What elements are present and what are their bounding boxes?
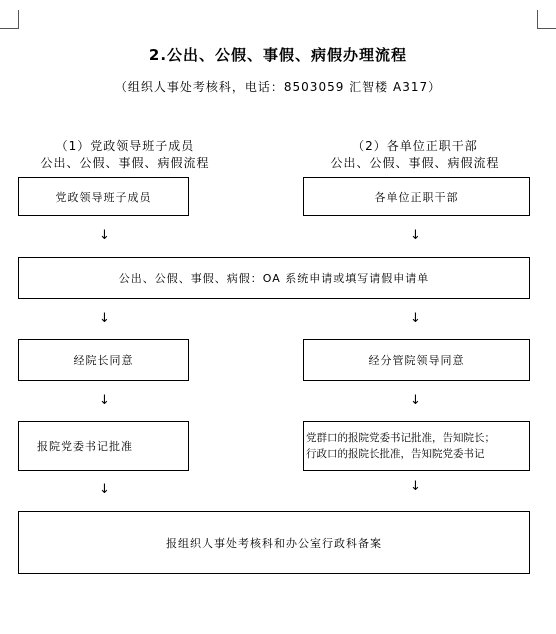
shared-filing-box: 报组织人事处考核科和办公室行政科备案 bbox=[18, 511, 530, 574]
left-column-heading bbox=[10, 138, 240, 172]
right-step-final-approval-box bbox=[303, 421, 530, 471]
arrow-down-icon: ↓ bbox=[410, 228, 421, 243]
page-corner-mark-left bbox=[0, 10, 19, 29]
arrow-down-icon: ↓ bbox=[410, 311, 421, 326]
right-step-applicant-box: 各单位正职干部 bbox=[303, 177, 530, 216]
left-step-applicant-box: 党政领导班子成员 bbox=[18, 177, 189, 216]
arrow-down-icon: ↓ bbox=[410, 393, 421, 408]
left-heading-line2: 公出、公假、事假、病假流程 bbox=[40, 156, 210, 170]
right-final-line2: 行政口的报院长批准，告知院党委书记 bbox=[306, 448, 485, 460]
right-heading-line1: （2）各单位正职干部 bbox=[352, 139, 478, 153]
left-step-approval-box: 经院长同意 bbox=[18, 339, 189, 381]
arrow-down-icon: ↓ bbox=[99, 393, 110, 408]
right-column-heading bbox=[295, 138, 535, 172]
right-heading-line2: 公出、公假、事假、病假流程 bbox=[330, 156, 500, 170]
shared-apply-box: 公出、公假、事假、病假：OA 系统申请或填写请假申请单 bbox=[18, 257, 530, 299]
left-step-final-approval-box: 报院党委书记批准 bbox=[18, 421, 189, 471]
arrow-down-icon: ↓ bbox=[99, 228, 110, 243]
right-step-approval-box: 经分管院领导同意 bbox=[303, 339, 530, 381]
doc-title: 2.公出、公假、事假、病假办理流程 bbox=[148, 46, 408, 64]
right-final-line1: 党群口的报院党委书记批准，告知院长； bbox=[306, 432, 495, 444]
arrow-down-icon: ↓ bbox=[99, 482, 110, 497]
arrow-down-icon: ↓ bbox=[99, 311, 110, 326]
left-heading-line1: （1）党政领导班子成员 bbox=[55, 139, 195, 153]
doc-subtitle: （组织人事处考核科，电话：8503059 汇智楼 A317） bbox=[114, 80, 442, 94]
page-corner-mark-right bbox=[537, 10, 556, 29]
arrow-down-icon: ↓ bbox=[410, 479, 421, 494]
